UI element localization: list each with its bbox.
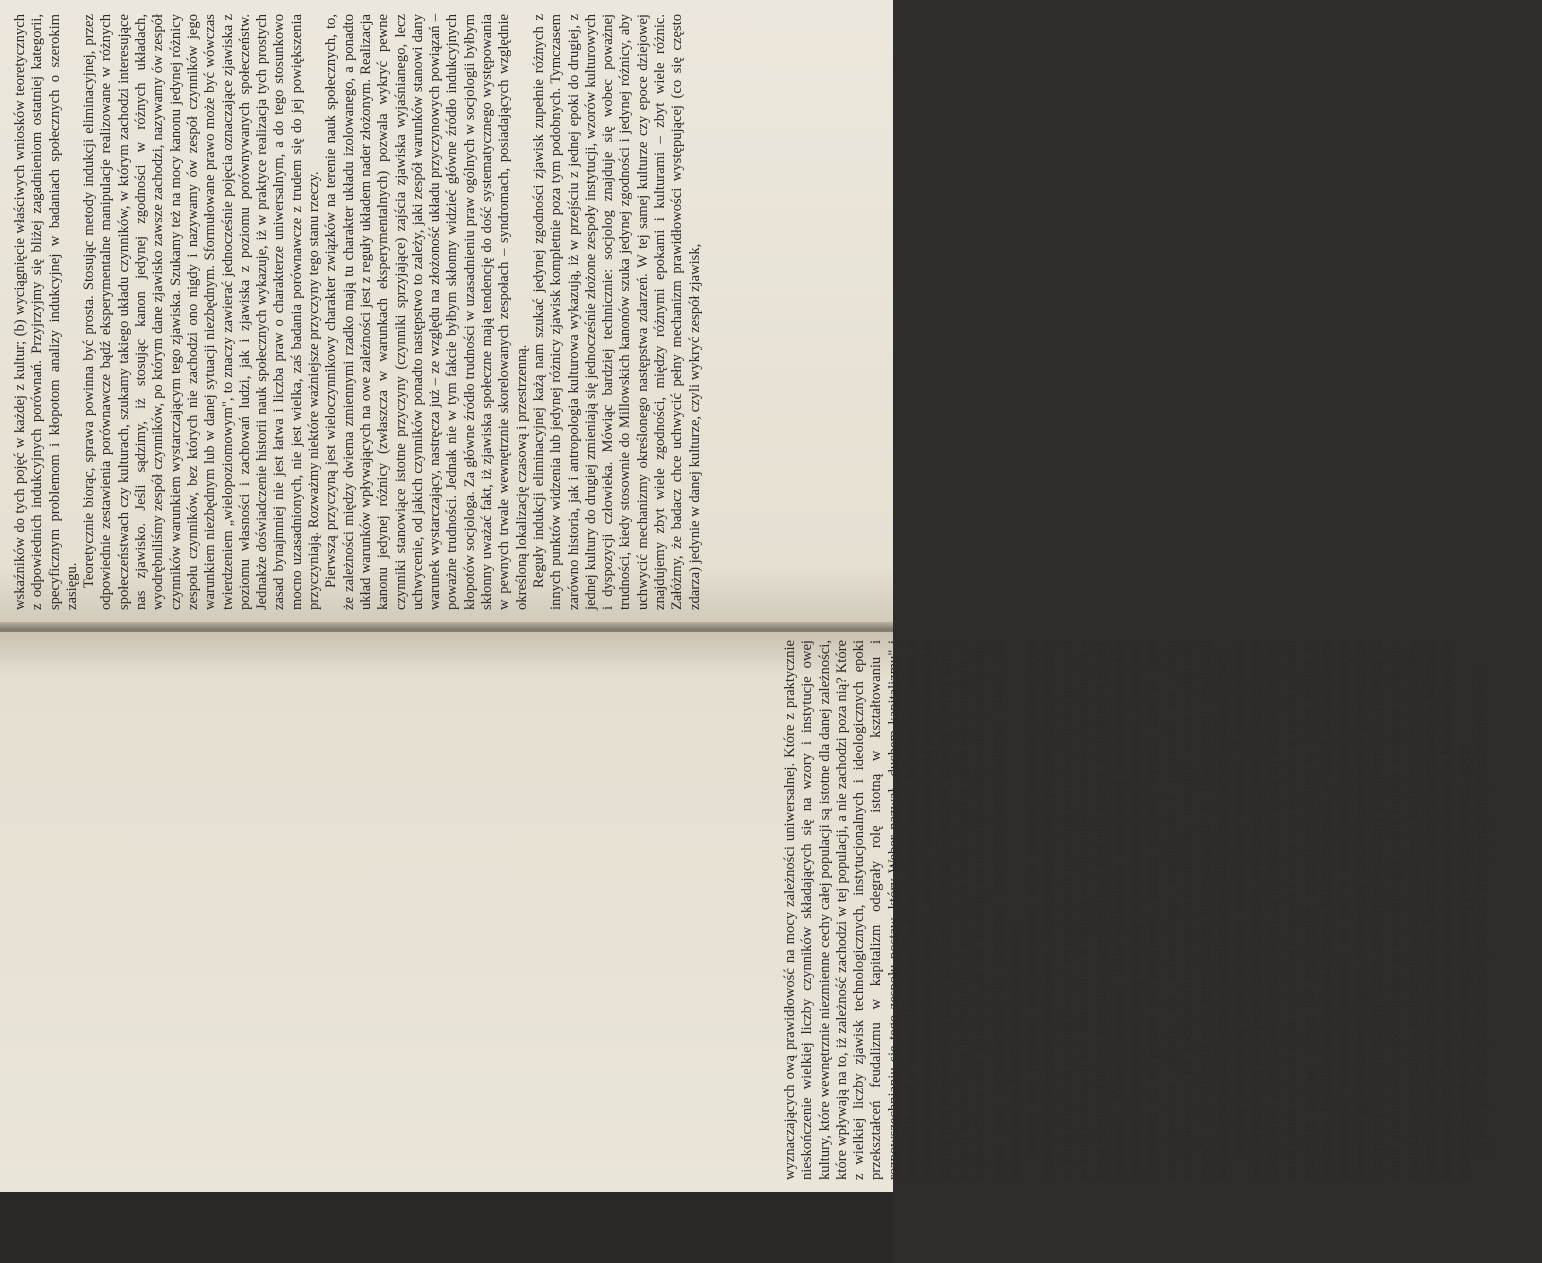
left-paragraph-2: Teoretycznie biorąc, sprawa powinna być prosta. Stosując metody indukcji eliminacyjnej, przez odpowiednie zestawienia porównawcze bądź eksperymentalne manipulacje realizowane w różnych społeczeństwach czy kulturach, szukamy takiego układu czynników, w którym zachodzi interesujące nas zjawisko. Jeśli sądzimy, iż stosując kanon jedynej zgodności w różnych układach, wyodrębniliśmy zespół czynników, po którym dane zjawisko zawsze zachodzi, nazywamy ów zespół czynników warunkiem wystarczającym tego zjawiska. Szukamy też na mocy kanonu jedynej różnicy zespołu czynników, bez których nie zachodzi ono nigdy i nazywamy ów zespół czynników jego warunkiem niezbędnym lub w danej sytuacji niezbędnym. Sformułowane prawo może być wówczas twierdzeniem „wielopoziomowym", to znaczy zawierać jednocześnie pojęcia oznaczające zjawiska z poziomu własności i zachowań ludzi, jak i zjawiska z poziomu porównywanych społeczeństw. Jednakże doświadczenie historii nauk społecznych wykazuje, iż w praktyce realizacja tych prostych zasad bynajmniej nie jest łatwa i liczba praw o charakterze uniwersalnym, a do tego stosunkowo mocno uzasadnionych, nie jest wielka, zaś badania porównawcze z trudem się do jej powiększenia przyczyniają. Rozważmy niektóre ważniejsze przyczyny tego stanu rzeczy.: [81, 14, 323, 610]
right-page: [0, 632, 893, 1192]
right-paragraph-2: Weźmy inny przykład: oto stwierdzono, że w pewnych warunkach historycznych (nazwijmy je warunkami nowoczesnej, zachodnioeuropejskiej cywilizacji kapitalistycznej) w danej dziedzinie produkcji wzrost wynagrodzenia powoduje wzrost wydajności pracy, zaś w innych okresach lub kulturach – w innych współczynnych czasowo-przestrzennych – bywa różnie i skutkiem wzrostu wynagrodzeń bywa niekiedy wzrost, ale niekiedy i spadek wydajności. Które z ogromnej liczby składników nowoczesnej zachodnioeuropejskiej cywilizacji kapitalistycznej odgrywają rolę w wyznaczaniu tego następstwa, a które nie? Odpowiedź na to pytanie nie jest prosta. Badacz ma dwa wyjścia: albo w ogóle zrezygnować z dążenia do uniwersalnego uogólnienia i poprzestać na zdaniu szczegółowym: „Po podniesieniu wynagrodzenia niekiedy następuje wzrost wydajności pracy", albo sformułować generalizację historyczną, iż w nowoczesnej cywilizacji zachodnioeuropejskiej wzrost wynagrodzenia powoduje z reguły wzrost wydajności pracy.: [1024, 640, 1231, 1180]
right-paragraph-3: Socjolog znajduje się często w sytuacji botanika, który stwierdza, iż pewien gatunek roślin występuje tylko w jednej dolinie alpejskiej. Wie dobrze, iż dolinę tę różni od innych bardzo wiele cech i zapewne tylko niektóre są niezbędne do życia tej właśnie rośliny, nie umie jednak wskazać ogółu czynników istotnych i wobec tego wymienia w sposób pośredni wszystkie, podając nazwę lub współrzędne geograficzne doliny, w której roślina ta występuje. Podobnie socjolog podaje nazwę kultury czy epoki, w której zachodzi pewna prawidłowość warunkowa, ponieważ nie jest w stanie podać ogólnie zdefiniowanych warunków ją współdeterminujących. Współrzędne czasowo-przestrzenne w generalizacjach historycznych tego rodzaju (tj. takich, które sformułowaliśmy z konieczności – nie będąc w stanie sformułować odpowiedniego prawa ogólnego) pełnią funkcje zastępcze wobec nie znanych nam warunków zachodzenia zależności ogólnych, czyli nie znanych składników warunku wystarczającego praw następstwa zdarzeń, nie znanych determinatorów zależności funkcyjnych itp. Dostarczają nam one ponadto ważnych informacji o lokalizacji tych nie znanych czynników, co może odegrać doniosłą rolę w ich wykryciu, gdyż:: [1231, 640, 1473, 1180]
right-page-text-column: [782, 640, 1542, 1180]
background-surface: [0, 1192, 893, 1263]
left-paragraph-3: Pierwszą przyczyną jest wieloczynnikowy charakter związków na terenie nauk społecznych, to, że zależności między dwiema zmiennymi rzadko mają tu charakter układu izolowanego, a ponadto układ warunków wpływających na owe zależności jest z reguły układem nader złożonym. Realizacja kanonu jedynej różnicy (zwłaszcza w warunkach eksperymentalnych) pozwala wykryć pewne czynniki stanowiące istotne przyczyny (czynniki sprzyjające) zajścia zjawiska wyjaśnianego, lecz uchwycenie, od jakich czynników ponadto następstwo to zależy, jaki zespół warunków stanowi dany warunek wystarczający, nastręcza już – ze względu na złożoność układu przyczynowych powiązań – poważne trudności. Jednak nie w tym fakcie byłbym skłonny widzieć główne źródło indukcyjnych kłopotów socjologa. Za główne źródło trudności w uzasadnieniu praw ogólnych w socjologii byłbym skłonny uważać fakt, iż zjawiska społeczne mają tendencję do dość systematycznego występowania w pewnych trwale wewnętrznie skorelowanych zespołach – syndromach, posiadających względnie określoną lokalizację czasową i przestrzenną.: [323, 14, 530, 610]
left-paragraph-4: Reguły indukcji eliminacyjnej każą nam szukać jedynej zgodności zjawisk zupełnie różnych z innych punktów widzenia lub jedynej różnicy zjawisk kompletnie poza tym podobnych. Tymczasem zarówno historia, jak i antropologia kulturowa wykazują, iż w przejściu z jednej epoki do drugiej, z jednej kultury do drugiej zmieniają się jednocześnie złożone zespoły instytucji, wzorów kulturowych i dyspozycji człowieka. Mówiąc bardziej technicznie: socjolog znajduje się wobec poważnej trudności, kiedy stosownie do Millowskich kanonów szuka jedynej zgodności i jedynej różnicy, aby uchwycić mechanizmy określonego następstwa zdarzeń. W tej samej kulturze czy epoce dziejowej znajdujemy zbyt wiele zgodności, między różnymi epokami i kulturami – zbyt wiele różnic. Załóżmy, że badacz chce uchwycić pełny mechanizm prawidłowości występującej (co się często zdarza) jedynie w danej kulturze, czyli wykryć zespół zjawisk,: [530, 14, 703, 610]
right-paragraph-1: wyznaczających ową prawidłowość na mocy zależności uniwersalnej. Które z praktycznie nieskończenie wielkiej liczby czynników składających się na wzory i instytucje owej kultury, które wewnętrznie niezmienne cechy całej populacji są istotne dla danej zależności, które wpływają na to, iż zależność zachodzi w tej populacji, a nie zachodzi poza nią? Które z wielkiej liczby zjawisk technologicznych, instytucjonalnych i ideologicznych epoki przekształceń feudalizmu w kapitalizm odegrały rolę istotną w kształtowaniu i rozpowszechnianiu się tego zespołu postaw, który Weber nazwał „duchem kapitalizmu" i upersonifikował w postaci Benjamina Franklina? Możemy sądzić, że jedne były istotne, a czasowo-przestrzenna koincydencja innych z „duchem" kapitalizmu była przypadkowa. Ale które z tych elementów do jakiej klasy zaliczyć? Brak przykładów, które by spełniły kanon jedynej zgodności czy jedynej różnicy, sprawia, że badacze bądź w ogóle wstrzymują się od odpowiedzi na takie pytanie, bądź też udzielają na nie odpowiedzi, w której raczej dają wyraz swej przynależności do określonej teoretyczno-metodologicznej szkoły, niż informują o rezultatach indukcyjnej analizy.: [782, 640, 1023, 1180]
right-paragraph-4: (a) jeśli generalizacja została zweryfikowana (lub przynajmniej dostatecznie mocno: [1473, 668, 1490, 1158]
left-page: [0, 0, 893, 628]
left-paragraph-1: wskaźników do tych pojęć w każdej z kultur; (b) wyciągnięcie właściwych wniosków teoretycznych z odpowiednich indukcyjnych porównań. Przyjrzyjmy się bliżej zagadnieniom ostatniej kategorii, specyficznym problemom i kłopotom analizy indukcyjnej w badaniach społecznych o szerokim zasięgu.: [12, 14, 80, 610]
left-page-text-column: [12, 14, 840, 610]
